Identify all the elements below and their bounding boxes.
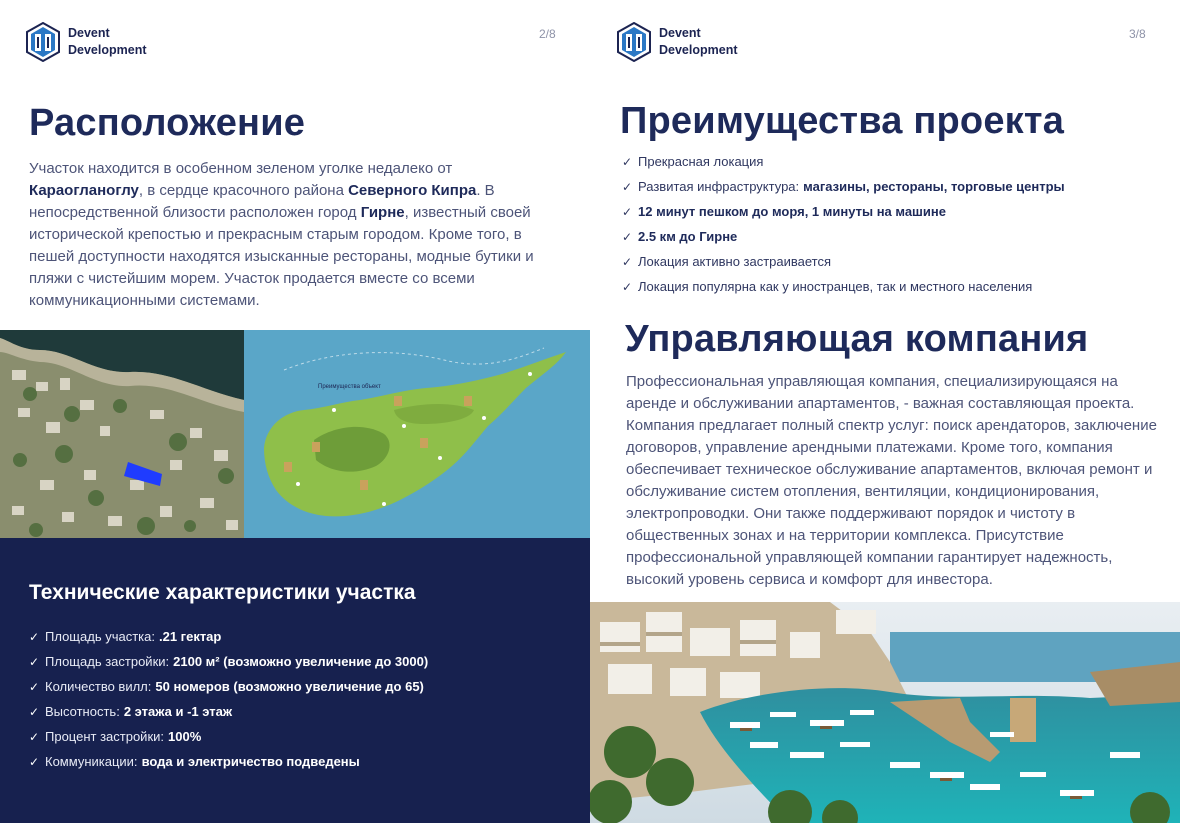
advantage-value: 12 минут пешком до моря, 1 минуты на машине [638,204,946,219]
brand-name-line1: Devent [659,26,701,40]
location-title: Расположение [29,102,306,144]
desc-bold-village: Караогланоглу [29,182,139,199]
desc-text-2: , в сердце красочного района [138,182,349,199]
list-item [29,649,428,674]
desc-bold-city: Гирне [360,204,405,221]
brand-logo[interactable] [617,22,738,62]
check-icon: ✓ [29,704,40,719]
management-title: Управляющая компания [625,318,1089,360]
aerial-photo-image [0,330,244,538]
advantage-label: Развитая инфраструктура: [638,179,800,194]
list-item [29,624,428,649]
list-item [29,749,428,774]
specs-list [29,624,428,774]
page-3 [590,0,1180,823]
list-item [29,724,428,749]
advantage-label: Локация популярна как у иностранцев, так и местного населения [638,279,1033,294]
check-icon: ✓ [29,729,40,744]
page-number: 2/8 [539,27,556,41]
list-item [622,149,1065,174]
check-icon: ✓ [622,179,633,194]
brand-name-line2: Development [659,43,738,57]
harbor-photo-image [590,602,1180,823]
check-icon: ✓ [622,204,633,219]
check-icon: ✓ [622,154,633,169]
specs-title: Технические характеристики участка [29,581,416,604]
spec-value: вода и электричество подведены [141,754,360,769]
spec-label: Коммуникации: [45,754,138,769]
check-icon: ✓ [29,629,40,644]
spec-value: .21 гектар [158,629,222,644]
list-item [622,174,1065,199]
list-item [29,674,428,699]
advantage-value: 2.5 км до Гирне [638,229,738,244]
management-description: Профессиональная управляющая компания, специализирующаяся на аренде и обслуживании апартаментов, - важная составляющая проекта. Компания предлагает полный спектр услуг: поиск арендаторов, заключение договоров, управление арендными платежами. Кроме того, компания обеспечивает техническое обслуживание апартаментов, включая ремонт и обслуживание систем отопления, вентиляции, кондиционирования, электропроводки. Они также поддерживают порядок и чистоту в общественных зонах и на территории комплекса. Присутствие профессиональной управляющей компании гарантирует надежность, высокий уровень сервиса и комфорт для инвестора. [626,373,1157,588]
advantage-label: Локация активно застраивается [638,254,832,269]
spec-value: 100% [168,729,202,744]
list-item [622,274,1065,299]
list-item [622,199,1065,224]
location-description [29,158,547,312]
harbor-photo [590,602,1180,823]
spec-value: 2 этажа и -1 этаж [123,704,233,719]
brand-name-line1: Devent [68,26,110,40]
check-icon: ✓ [29,679,40,694]
logo-mark-icon [26,22,60,62]
spec-label: Процент застройки: [45,729,165,744]
check-icon: ✓ [29,654,40,669]
advantages-list [622,149,1065,299]
cyprus-map [244,330,590,538]
spec-label: Площадь застройки: [45,654,170,669]
spec-label: Площадь участка: [45,629,155,644]
list-item [622,249,1065,274]
desc-text-3: . В непосредственной близости расположен город [29,182,495,221]
specs-panel [0,538,590,823]
check-icon: ✓ [622,254,633,269]
brand-logo[interactable] [26,22,147,62]
brand-name [68,25,147,59]
spec-label: Количество вилл: [45,679,152,694]
cyprus-map-image [244,330,590,538]
spec-value: 50 номеров (возможно увеличение до 65) [155,679,424,694]
map-region-label: Преимущества объект [318,384,381,390]
desc-text-4: , известный своей исторической крепостью и прекрасным старым городом. Кроме того, в пешей доступности находятся изысканные рестораны, модные бутики и пляжи с чистейшим морем. Участок продается вместе со всеми коммуникационными системами. [29,204,534,309]
spec-value: 2100 м² (возможно увеличение до 3000) [173,654,429,669]
advantage-label: Прекрасная локация [638,154,764,169]
brand-name [659,25,738,59]
desc-bold-region: Северного Кипра [348,182,477,199]
brand-name-line2: Development [68,43,147,57]
logo-mark-icon [617,22,651,62]
list-item [622,224,1065,249]
check-icon: ✓ [622,279,633,294]
desc-text-1: Участок находится в особенном зеленом уголке недалеко от [29,160,453,177]
list-item [29,699,428,724]
check-icon: ✓ [29,754,40,769]
aerial-photo [0,330,244,538]
advantages-title: Преимущества проекта [620,100,1065,142]
check-icon: ✓ [622,229,633,244]
spec-label: Высотность: [45,704,120,719]
page-number: 3/8 [1129,27,1146,41]
advantage-value: магазины, рестораны, торговые центры [803,179,1065,194]
